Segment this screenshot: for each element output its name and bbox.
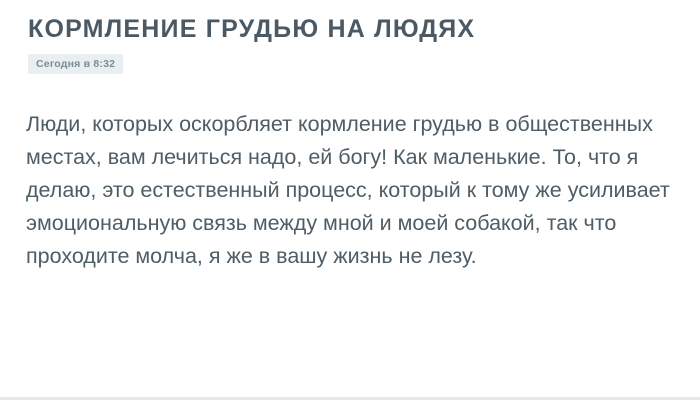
page-title: КОРМЛЕНИЕ ГРУДЬЮ НА ЛЮДЯХ [28,15,476,43]
status-badge: Сегодня в 8:32 [28,54,123,74]
post-body: Люди, которых оскорбляет кормление грудью в общественных местах, вам лечиться надо, ей богу! Как маленькие. То, что я делаю, это естественный процесс, который к тому же усиливает эмоциональную связь между мной и моей собакой, так что проходите молча, я же в вашу жизнь не лезу. [26,112,670,268]
timestamp-row [0,44,700,74]
post-header [0,0,700,44]
